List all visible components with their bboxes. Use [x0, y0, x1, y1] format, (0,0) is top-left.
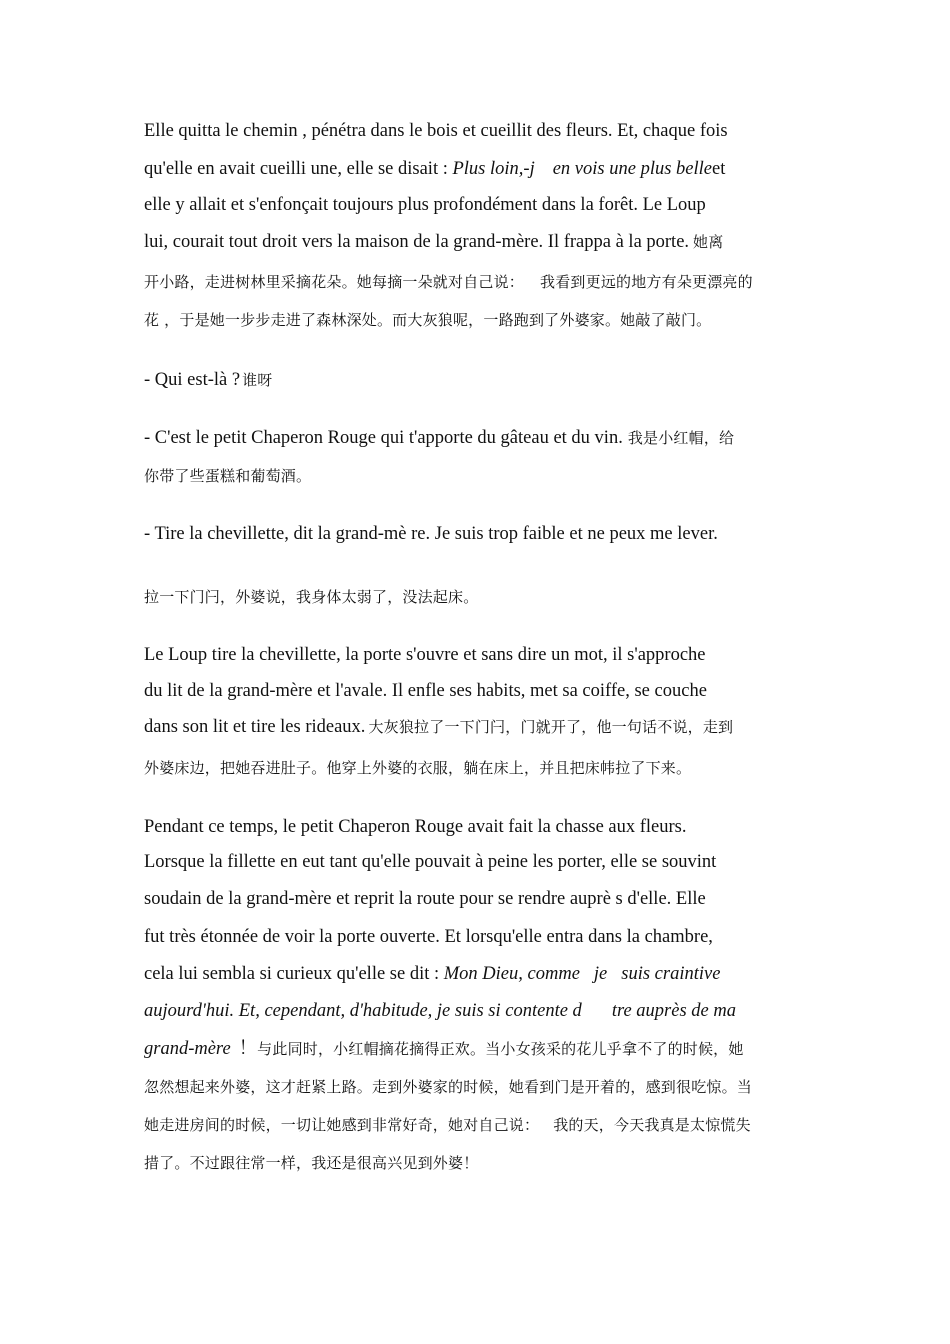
chinese-text: 我的天，今天我真是太惊慌失	[553, 1116, 751, 1134]
chinese-text: 你带了些蛋糕和葡萄酒。	[144, 467, 312, 485]
text: Lorsque la fillette en eut tant qu'elle pouvait à peine les porter, elle se souvint	[144, 852, 717, 872]
text: Le Loup tire la chevillette, la porte s'ouvre et sans dire un mot, il s'approche	[144, 645, 706, 665]
p7-line-6	[144, 1002, 736, 1021]
text: - Tire la chevillette, dit la grand-mè re. Je suis trop faible et ne peux me lever.	[144, 524, 718, 544]
italic-text: en vois une plus belle	[552, 159, 712, 179]
chinese-text: 她离	[693, 233, 724, 251]
p1-line-4	[144, 233, 723, 252]
chinese-text: 大灰狼拉了一下门闩，门就开了，他一句话不说，走到	[368, 718, 734, 736]
p1-line-3	[144, 196, 706, 215]
text: et	[711, 159, 726, 179]
p7-line-10	[144, 1156, 478, 1171]
chinese-text: 开小路，走进树林里采摘花朵。她每摘一朵就对自己说：	[144, 273, 525, 291]
p7-line-5	[144, 965, 720, 984]
p7-line-9	[144, 1118, 751, 1133]
text: lui, courait tout droit vers la maison de la grand-mère. Il frappa à la porte.	[144, 232, 690, 252]
p3-line-1	[144, 429, 734, 448]
p6-line-2	[144, 682, 707, 701]
chinese-text: 我是小红帽，给	[627, 429, 735, 447]
text: Elle quitta le chemin , pénétra dans le bois et cueillit des fleurs. Et, chaque fois	[144, 121, 728, 141]
text: - C'est le petit Chaperon Rouge qui t'apporte du gâteau et du vin.	[144, 428, 623, 448]
text: dans son lit et tire les rideaux.	[144, 717, 366, 737]
p1-line-5	[144, 275, 753, 290]
chinese-text: 谁呀	[242, 371, 273, 389]
text: ！	[238, 1039, 258, 1059]
italic-text: tre auprès de ma	[611, 1001, 736, 1021]
italic-text: suis craintive	[621, 964, 721, 984]
p4-line-1	[144, 525, 718, 544]
p7-line-8	[144, 1080, 752, 1095]
chinese-text: 外婆床边，把她吞进肚子。他穿上外婆的衣服，躺在床上，并且把床帏拉了下来。	[144, 759, 692, 777]
p2-line-1	[144, 371, 272, 390]
p1-line-6	[144, 313, 711, 328]
p7-line-2	[144, 853, 716, 872]
italic-text: Plus loin,-j	[452, 159, 535, 179]
chinese-text: 她走进房间的时候，一切让她感到非常好奇，她对自己说：	[144, 1116, 540, 1134]
text: - Qui est-là ?	[144, 370, 241, 390]
text: du lit de la grand-mère et l'avale. Il enfle ses habits, met sa coiffe, se couche	[144, 681, 707, 701]
p7-line-3	[144, 890, 706, 909]
p6-line-3	[144, 718, 733, 737]
p6-line-4	[144, 761, 691, 776]
p1-line-1	[144, 122, 728, 141]
chinese-text: 措了。不过跟往常一样，我还是很高兴见到外婆！	[144, 1154, 479, 1172]
p7-line-4	[144, 928, 713, 947]
italic-text: Mon Dieu, comme	[443, 964, 580, 984]
text: elle y allait et s'enfonçait toujours plus profondément dans la forêt. Le Loup	[144, 195, 706, 215]
p6-line-1	[144, 646, 706, 665]
p3-line-2	[144, 469, 311, 484]
italic-text: aujourd'hui. Et, cependant, d'habitude, je suis si contente d	[144, 1001, 582, 1021]
italic-text: grand-mère	[144, 1039, 231, 1059]
chinese-text: 忽然想起来外婆，这才赶紧上路。走到外婆家的时候，她看到门是开着的，感到很吃惊。当	[144, 1078, 753, 1096]
text: qu'elle en avait cueilli une, elle se disait :	[144, 159, 453, 179]
p7-line-7	[144, 1040, 744, 1059]
chinese-text: 拉一下门闩，外婆说，我身体太弱了，没法起床。	[144, 588, 479, 606]
p7-line-1	[144, 818, 687, 837]
text: cela lui sembla si curieux qu'elle se dit :	[144, 964, 444, 984]
chinese-text: 花 ，于是她一步步走进了森林深处。而大灰狼呢，一路跑到了外婆家。她敲了敲门。	[144, 311, 712, 329]
text: Pendant ce temps, le petit Chaperon Rouge avait fait la chasse aux fleurs.	[144, 817, 687, 837]
italic-text: je	[593, 964, 608, 984]
chinese-text: 与此同时，小红帽摘花摘得正欢。当小女孩采的花儿乎拿不了的时候，她	[257, 1040, 744, 1058]
p5-line-1	[144, 590, 478, 605]
text: soudain de la grand-mère et reprit la route pour se rendre auprè s d'elle. Elle	[144, 889, 706, 909]
p1-line-2	[144, 160, 725, 179]
text: fut très étonnée de voir la porte ouverte. Et lorsqu'elle entra dans la chambre,	[144, 927, 713, 947]
chinese-text: 我看到更远的地方有朵更漂亮的	[540, 273, 753, 291]
